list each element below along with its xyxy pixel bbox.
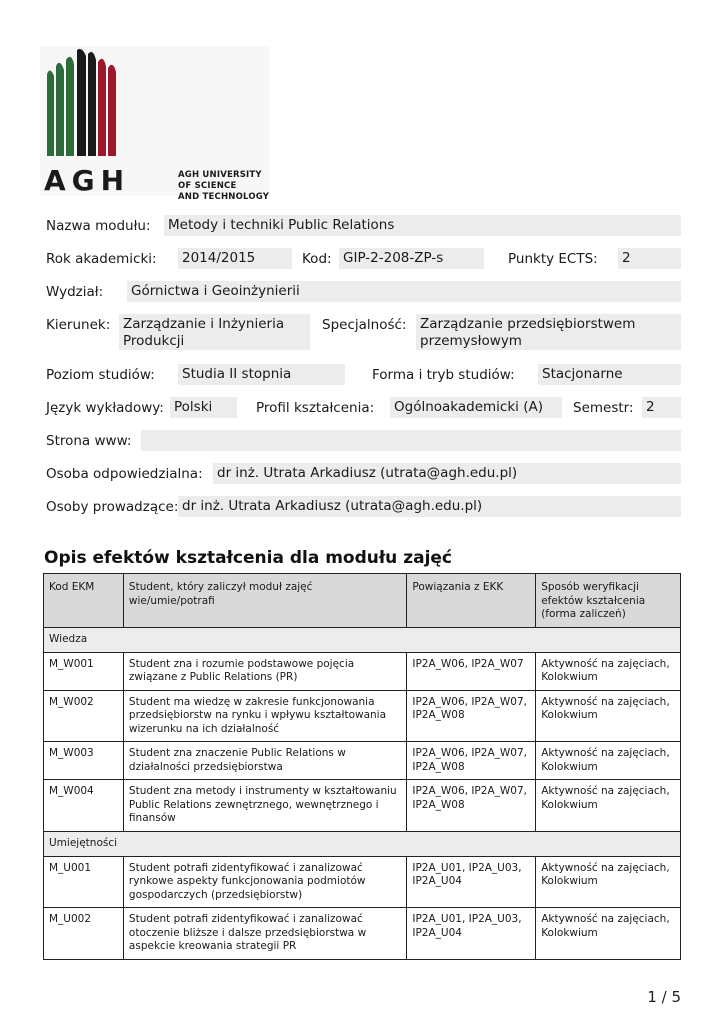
cell-opis: Student potrafi zidentyfikować i zanalizować rynkowe aspekty funkcjonowania podmiotów gospodarczych (przedsiębiorstw) (123, 856, 406, 908)
cell-ekk: IP2A_W06, IP2A_W07, IP2A_W08 (407, 742, 536, 780)
logo-agh-text: AGH (44, 164, 131, 197)
table-row (44, 908, 681, 960)
prowadzace-label: Osoby prowadzące: (46, 499, 179, 515)
table-row (44, 742, 681, 780)
semestr-label: Semestr: (573, 400, 634, 416)
cell-sposob: Aktywność na zajęciach, Kolokwium (536, 652, 681, 690)
forma-value: Stacjonarne (538, 364, 681, 385)
cell-opis: Student zna znaczenie Public Relations w działalności przedsiębiorstwa (123, 742, 406, 780)
cell-kod: M_W001 (44, 652, 124, 690)
jezyk-label: Język wykładowy: (46, 400, 164, 416)
cell-opis: Student zna metody i instrumenty w kształtowaniu Public Relations zewnętrznego, wewnętrznego i finansów (123, 780, 406, 832)
specjalnosc-label: Specjalność: (322, 317, 407, 333)
nazwa-value: Metody i techniki Public Relations (164, 215, 681, 236)
profil-label: Profil kształcenia: (256, 400, 375, 416)
wydzial-label: Wydział: (46, 284, 104, 300)
nazwa-label: Nazwa modułu: (46, 218, 151, 234)
osoba-value: dr inż. Utrata Arkadiusz (utrata@agh.edu.pl) (213, 463, 681, 484)
logo-university-line1: AGH UNIVERSITY OF SCIENCE (178, 170, 262, 191)
logo-university-name (178, 170, 275, 203)
specjalnosc-value: Zarządzanie przedsiębiorstwem przemysłowym (416, 314, 681, 350)
profil-value: Ogólnoakademicki (A) (390, 397, 562, 418)
poziom-label: Poziom studiów: (46, 367, 155, 383)
ects-value: 2 (618, 248, 681, 269)
group-row-umiejetnosci (44, 831, 681, 856)
cell-sposob: Aktywność na zajęciach, Kolokwium (536, 742, 681, 780)
cell-ekk: IP2A_W06, IP2A_W07, IP2A_W08 (407, 690, 536, 742)
semestr-value: 2 (642, 397, 681, 418)
table-row (44, 690, 681, 742)
poziom-value: Studia II stopnia (178, 364, 345, 385)
header-ekk: Powiązania z EKK (407, 574, 536, 628)
logo-university-line2: AND TECHNOLOGY (178, 192, 270, 202)
group-row-wiedza (44, 627, 681, 652)
cell-sposob: Aktywność na zajęciach, Kolokwium (536, 780, 681, 832)
table-row (44, 780, 681, 832)
wydzial-value: Górnictwa i Geoinżynierii (127, 281, 681, 302)
cell-sposob: Aktywność na zajęciach, Kolokwium (536, 856, 681, 908)
forma-label: Forma i tryb studiów: (372, 367, 515, 383)
www-label: Strona www: (46, 433, 132, 449)
page-number: 1 / 5 (647, 988, 681, 1006)
group-label: Umiejętności (44, 831, 681, 856)
cell-sposob: Aktywność na zajęciach, Kolokwium (536, 908, 681, 960)
cell-opis: Student zna i rozumie podstawowe pojęcia związane z Public Relations (PR) (123, 652, 406, 690)
header-kod: Kod EKM (44, 574, 124, 628)
cell-kod: M_W003 (44, 742, 124, 780)
rok-value: 2014/2015 (178, 248, 292, 269)
cell-kod: M_U002 (44, 908, 124, 960)
www-value (141, 430, 681, 451)
osoba-label: Osoba odpowiedzialna: (46, 466, 203, 482)
cell-ekk: IP2A_U01, IP2A_U03, IP2A_U04 (407, 856, 536, 908)
section-title: Opis efektów kształcenia dla modułu zajęć (44, 548, 453, 568)
cell-ekk: IP2A_W06, IP2A_W07, IP2A_W08 (407, 780, 536, 832)
kod-label: Kod: (302, 251, 332, 267)
table-header-row (44, 574, 681, 628)
table-row (44, 652, 681, 690)
header-opis: Student, który zaliczył moduł zajęć wie/umie/potrafi (123, 574, 406, 628)
jezyk-value: Polski (170, 397, 237, 418)
cell-kod: M_U001 (44, 856, 124, 908)
header-sposob: Sposób weryfikacji efektów kształcenia (forma zaliczeń) (536, 574, 681, 628)
kod-value: GIP-2-208-ZP-s (339, 248, 484, 269)
table-row (44, 856, 681, 908)
prowadzace-value: dr inż. Utrata Arkadiusz (utrata@agh.edu.pl) (178, 496, 681, 517)
cell-opis: Student ma wiedzę w zakresie funkcjonowania przedsiębiorstw na rynku i wpływu kształtowania wizerunku na ich działalność (123, 690, 406, 742)
efekty-table (43, 573, 681, 960)
cell-ekk: IP2A_U01, IP2A_U03, IP2A_U04 (407, 908, 536, 960)
kierunek-label: Kierunek: (46, 317, 111, 333)
cell-kod: M_W002 (44, 690, 124, 742)
group-label: Wiedza (44, 627, 681, 652)
cell-sposob: Aktywność na zajęciach, Kolokwium (536, 690, 681, 742)
cell-kod: M_W004 (44, 780, 124, 832)
agh-logo (40, 46, 275, 202)
ects-label: Punkty ECTS: (508, 251, 598, 267)
cell-opis: Student potrafi zidentyfikować i zanalizować otoczenie bliższe i dalsze przedsiębiorstwa w aspekcie kreowania strategii PR (123, 908, 406, 960)
cell-ekk: IP2A_W06, IP2A_W07 (407, 652, 536, 690)
rok-label: Rok akademicki: (46, 251, 157, 267)
kierunek-value: Zarządzanie i Inżynieria Produkcji (119, 314, 310, 350)
